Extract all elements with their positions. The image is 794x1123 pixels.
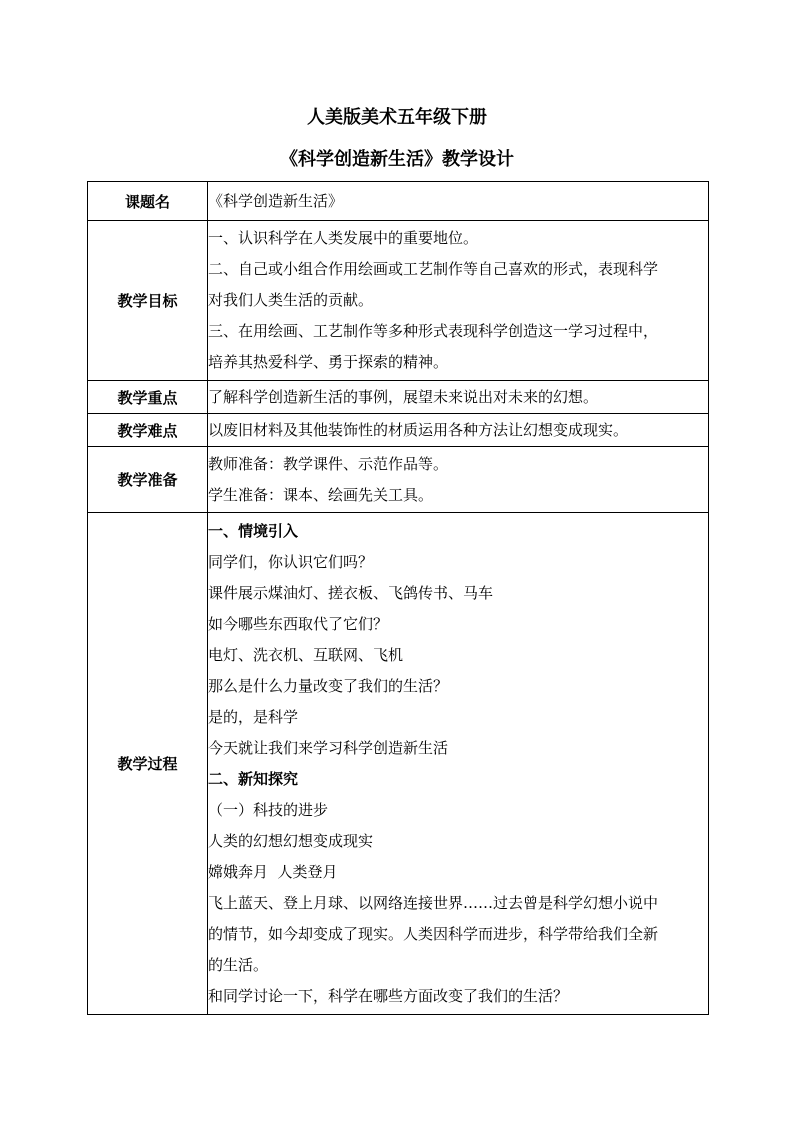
objective-line: 培养其热爱科学、勇于探索的精神。 — [208, 353, 449, 371]
process-heading: 二、新知探究 — [208, 769, 299, 788]
objective-line: 对我们人类生活的贡献。 — [208, 291, 374, 309]
document-subtitle: 《科学创造新生活》教学设计 — [280, 149, 514, 170]
process-line: 的生活。 — [208, 955, 269, 974]
process-line: 人类的幻想幻想变成现实 — [208, 831, 374, 850]
document-title: 人美版美术五年级下册 — [307, 107, 487, 128]
lesson-plan-table — [87, 181, 709, 1015]
process-heading: 一、情境引入 — [208, 521, 299, 540]
process-line: 今天就让我们来学习科学创造新生活 — [208, 738, 449, 757]
process-line: （一）科技的进步 — [208, 800, 329, 819]
difficulties-label: 教学难点 — [88, 414, 208, 447]
objective-line: 二、自己或小组合作用绘画或工艺制作等自己喜欢的形式，表现科学 — [208, 260, 659, 278]
process-label: 教学过程 — [88, 513, 208, 1015]
preparation-line: 教师准备：教学课件、示范作品等。 — [208, 454, 449, 473]
process-line: 如今哪些东西取代了它们？ — [208, 614, 389, 633]
process-line: 和同学讨论一下，科学在哪些方面改变了我们的生活？ — [208, 986, 569, 1005]
process-line: 的情节，如今却变成了现实。人类因科学而进步，科学带给我们全新 — [208, 924, 659, 943]
difficulties-value — [208, 414, 709, 447]
process-line: 那么是什么力量改变了我们的生活？ — [208, 676, 449, 695]
process-value — [208, 513, 709, 1015]
objectives-value — [208, 221, 709, 381]
process-line: 电灯、洗衣机、互联网、飞机 — [208, 645, 404, 664]
process-line: 嫦娥奔月 人类登月 — [208, 862, 338, 881]
objective-line: 一、认识科学在人类发展中的重要地位。 — [208, 229, 479, 247]
key-points-value — [208, 381, 709, 414]
process-line: 是的，是科学 — [208, 707, 299, 726]
process-line: 同学们，你认识它们吗？ — [208, 552, 374, 571]
process-line: 飞上蓝天、登上月球、以网络连接世界……过去曾是科学幻想小说中 — [208, 893, 659, 912]
preparation-label: 教学准备 — [88, 447, 208, 513]
table-row-key-points — [88, 381, 709, 414]
topic-text: 《科学创造新生活》 — [208, 191, 344, 210]
table-row-preparation — [88, 447, 709, 513]
objectives-label: 教学目标 — [88, 221, 208, 381]
preparation-line: 学生准备：课本、绘画先关工具。 — [208, 485, 434, 504]
table-row-process — [88, 513, 709, 1015]
objective-line: 三、在用绘画、工艺制作等多种形式表现科学创造这一学习过程中， — [208, 322, 659, 340]
topic-label: 课题名 — [88, 182, 208, 221]
key-points-text: 了解科学创造新生活的事例，展望未来说出对未来的幻想。 — [208, 387, 599, 406]
difficulties-text: 以废旧材料及其他装饰性的材质运用各种方法让幻想变成现实。 — [208, 420, 629, 439]
preparation-value — [208, 447, 709, 513]
table-row-difficulties — [88, 414, 709, 447]
table-row-objectives — [88, 221, 709, 381]
topic-value — [208, 182, 709, 221]
key-points-label: 教学重点 — [88, 381, 208, 414]
process-line: 课件展示煤油灯、搓衣板、飞鸽传书、马车 — [208, 583, 494, 602]
table-row-topic — [88, 182, 709, 221]
